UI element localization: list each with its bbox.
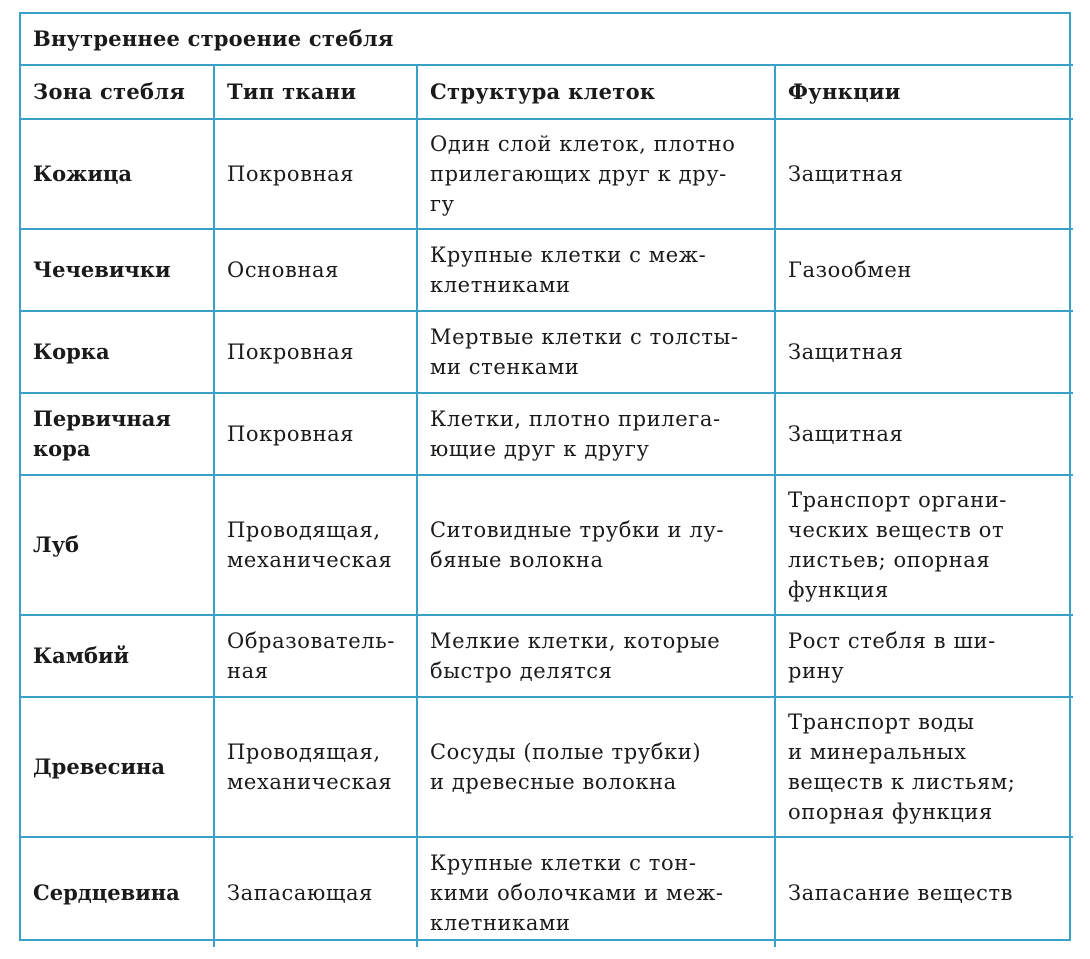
- structure-label: Ситовидные трубки и лу- бяные волокна: [430, 518, 725, 572]
- tissue-cell: [214, 475, 417, 615]
- zone-label: Древесина: [33, 754, 166, 779]
- tissue-cell: [214, 615, 417, 697]
- zone-label: Луб: [33, 532, 80, 557]
- zone-cell: [21, 697, 214, 837]
- table-title: Внутреннее строение стебля: [21, 14, 1073, 65]
- structure-label: Клетки, плотно прилега- ющие друг к другу: [430, 407, 721, 461]
- tissue-cell: [214, 837, 417, 947]
- structure-cell: [417, 475, 775, 615]
- zone-cell: [21, 229, 214, 311]
- function-label: Защитная: [788, 422, 904, 446]
- table-row: [21, 311, 1073, 393]
- table-row: [21, 697, 1073, 837]
- column-header-structure: Структура клеток: [417, 65, 775, 119]
- tissue-cell: [214, 311, 417, 393]
- structure-label: Крупные клетки с тон- кими оболочками и меж- клетниками: [430, 850, 724, 935]
- tissue-cell: [214, 229, 417, 311]
- table-row: [21, 837, 1073, 947]
- table-row: [21, 393, 1073, 475]
- zone-cell: [21, 393, 214, 475]
- tissue-label: Основная: [227, 258, 340, 282]
- zone-cell: [21, 615, 214, 697]
- structure-cell: [417, 393, 775, 475]
- structure-label: Сосуды (полые трубки) и древесные волокна: [430, 740, 702, 794]
- zone-cell: [21, 475, 214, 615]
- structure-cell: [417, 837, 775, 947]
- function-label: Транспорт воды и минеральных веществ к листьям; опорная функция: [788, 710, 1016, 824]
- function-cell: [775, 837, 1073, 947]
- function-cell: [775, 475, 1073, 615]
- structure-label: Мертвые клетки с толсты- ми стенками: [430, 325, 739, 379]
- tissue-label: Образователь- ная: [227, 629, 395, 683]
- title-row: [21, 14, 1073, 65]
- tissue-cell: [214, 119, 417, 229]
- tissue-label: Запасающая: [227, 880, 373, 905]
- zone-label: Чечевички: [33, 257, 171, 282]
- zone-label: Кожица: [33, 161, 133, 186]
- function-cell: [775, 697, 1073, 837]
- function-cell: [775, 393, 1073, 475]
- table-row: [21, 475, 1073, 615]
- tissue-cell: [214, 393, 417, 475]
- structure-cell: [417, 311, 775, 393]
- tissue-label: Проводящая, механическая: [227, 740, 393, 794]
- function-label: Защитная: [788, 340, 904, 364]
- column-header-function: Функции: [775, 65, 1073, 119]
- structure-cell: [417, 697, 775, 837]
- function-label: Защитная: [788, 162, 904, 186]
- stem-structure-table: [21, 14, 1073, 947]
- structure-label: Мелкие клетки, которые быстро делятся: [430, 629, 721, 683]
- tissue-label: Проводящая, механическая: [227, 518, 393, 572]
- zone-label: Первичная кора: [33, 406, 171, 461]
- structure-cell: [417, 229, 775, 311]
- table-row: [21, 615, 1073, 697]
- tissue-label: Покровная: [227, 422, 355, 446]
- function-cell: [775, 311, 1073, 393]
- structure-cell: [417, 615, 775, 697]
- stem-structure-table-frame: [19, 12, 1071, 941]
- tissue-cell: [214, 697, 417, 837]
- tissue-label: Покровная: [227, 162, 355, 186]
- structure-label: Крупные клетки с меж- клетниками: [430, 243, 707, 297]
- zone-cell: [21, 837, 214, 947]
- function-label: Газообмен: [788, 258, 912, 282]
- table-row: [21, 119, 1073, 229]
- header-row: [21, 65, 1073, 119]
- tissue-label: Покровная: [227, 340, 355, 364]
- zone-cell: [21, 119, 214, 229]
- column-header-tissue: Тип ткани: [214, 65, 417, 119]
- structure-cell: [417, 119, 775, 229]
- zone-cell: [21, 311, 214, 393]
- zone-label: Камбий: [33, 643, 130, 668]
- function-cell: [775, 229, 1073, 311]
- function-label: Транспорт органи- ческих веществ от листьев; опорная функция: [788, 488, 1008, 602]
- zone-label: Корка: [33, 339, 110, 364]
- column-header-zone: Зона стебля: [21, 65, 214, 119]
- function-label: Запасание веществ: [788, 880, 1014, 905]
- function-label: Рост стебля в ши- рину: [788, 629, 996, 683]
- zone-label: Сердцевина: [33, 879, 180, 905]
- table-row: [21, 229, 1073, 311]
- function-cell: [775, 119, 1073, 229]
- function-cell: [775, 615, 1073, 697]
- structure-label: Один слой клеток, плотно прилегающих друг к дру- гу: [430, 132, 736, 216]
